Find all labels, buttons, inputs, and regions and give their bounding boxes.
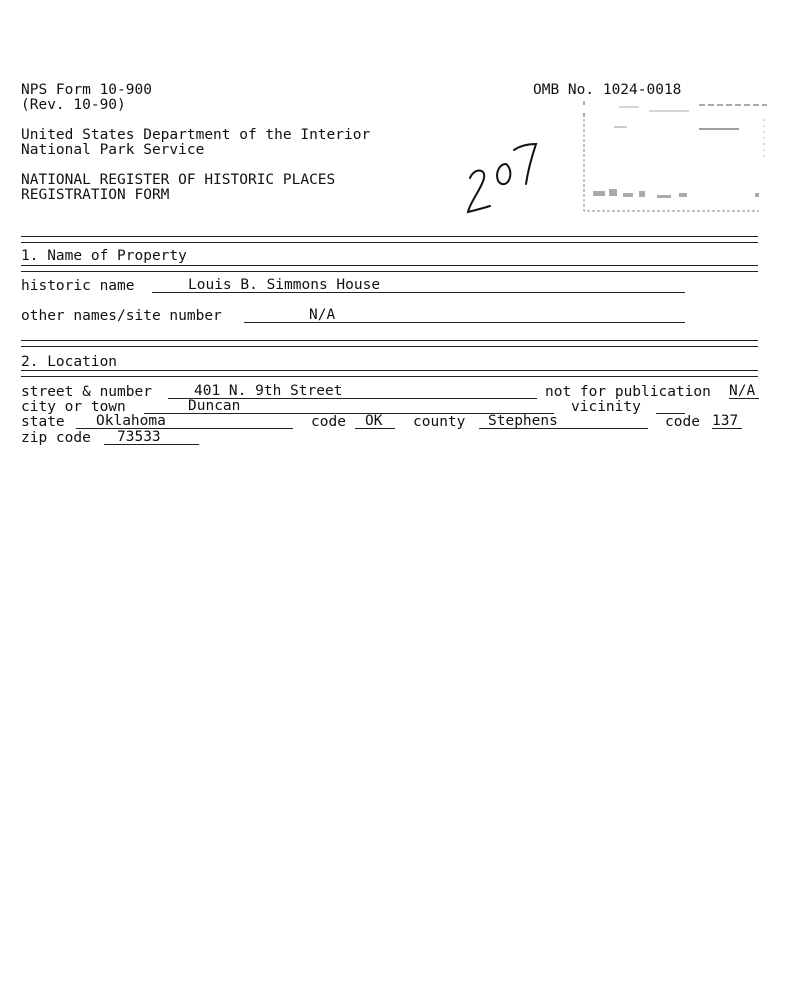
not-for-publication-field[interactable] [729, 384, 759, 399]
register-title: NATIONAL REGISTER OF HISTORIC PLACES [21, 172, 336, 188]
county-code-value: 137 [712, 414, 739, 429]
zip-field[interactable] [104, 430, 199, 445]
county-code-label: code [665, 414, 700, 430]
section-separator [21, 265, 758, 272]
state-code-value: OK [365, 414, 383, 429]
department-name: United States Department of the Interior [21, 127, 371, 143]
form-number: NPS Form 10-900 [21, 82, 152, 98]
other-names-field[interactable] [244, 308, 685, 323]
vicinity-field[interactable] [656, 399, 685, 414]
street-value: 401 N. 9th Street [194, 384, 343, 399]
county-field[interactable] [479, 414, 648, 429]
city-value: Duncan [188, 399, 241, 414]
zip-value: 73533 [117, 430, 161, 445]
state-code-label: code [311, 414, 346, 430]
city-field[interactable] [144, 399, 554, 414]
historic-name-field[interactable] [152, 278, 685, 293]
section-separator [21, 370, 758, 377]
state-field[interactable] [76, 414, 293, 429]
city-label: city or town [21, 399, 126, 415]
section-2-heading: 2. Location [21, 354, 118, 370]
street-label: street & number [21, 384, 152, 400]
other-names-label: other names/site number [21, 308, 222, 324]
vicinity-label: vicinity [571, 399, 641, 415]
omb-number: OMB No. 1024-0018 [533, 82, 682, 98]
receipt-stamp [579, 99, 769, 219]
not-for-publication-value: N/A [729, 384, 756, 399]
state-label: state [21, 414, 65, 430]
state-value: Oklahoma [96, 414, 166, 429]
not-for-publication-label: not for publication [545, 384, 711, 400]
zip-label: zip code [21, 430, 91, 446]
county-code-field[interactable] [712, 414, 742, 429]
section-separator [21, 340, 758, 347]
county-label: county [413, 414, 466, 430]
section-separator [21, 236, 758, 243]
street-field[interactable] [168, 384, 537, 399]
historic-name-value: Louis B. Simmons House [188, 278, 381, 293]
other-names-value: N/A [309, 308, 336, 323]
section-1-heading: 1. Name of Property [21, 248, 187, 264]
state-code-field[interactable] [355, 414, 395, 429]
form-title: REGISTRATION FORM [21, 187, 170, 203]
form-revision: (Rev. 10-90) [21, 97, 126, 113]
handwritten-number-mark [462, 140, 542, 220]
service-name: National Park Service [21, 142, 205, 158]
county-value: Stephens [488, 414, 558, 429]
historic-name-label: historic name [21, 278, 135, 294]
